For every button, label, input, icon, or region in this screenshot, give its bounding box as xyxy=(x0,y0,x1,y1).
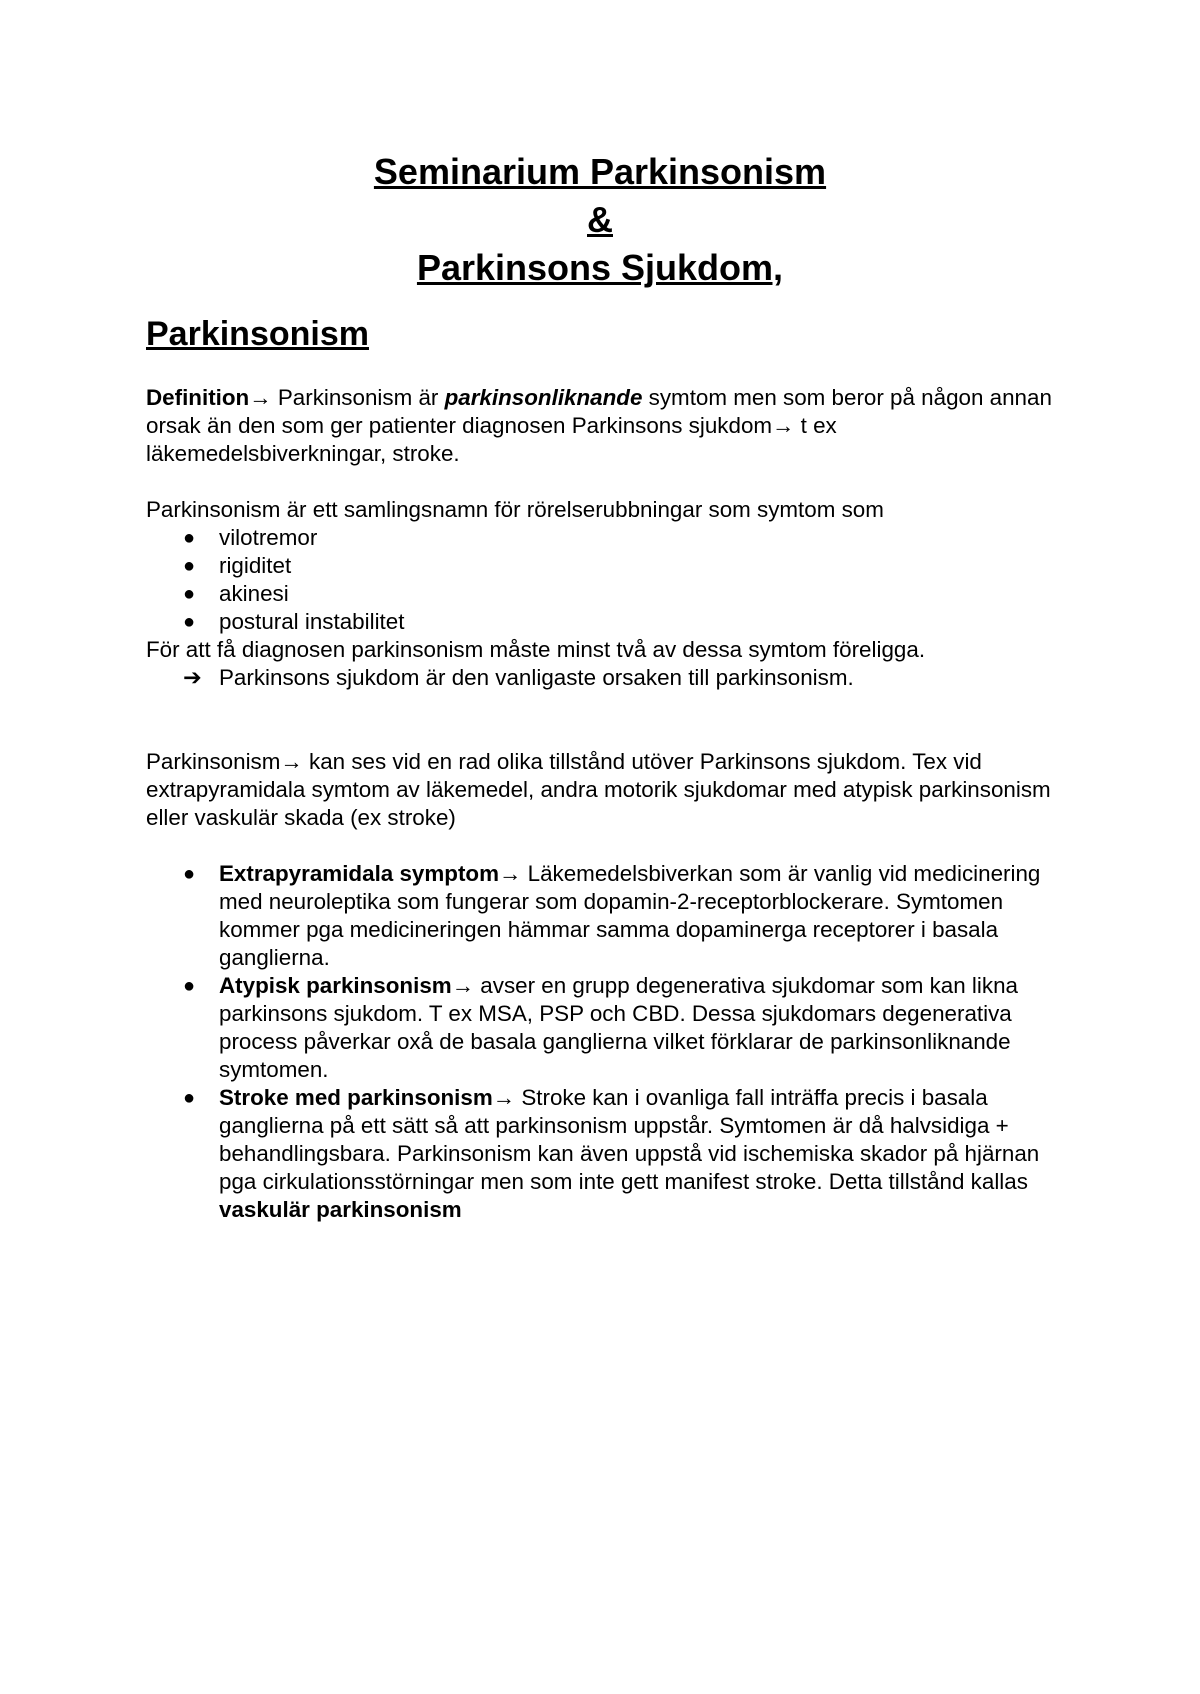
bullet-icon: ● xyxy=(183,1087,196,1109)
symptom-text: akinesi xyxy=(219,581,289,606)
bullet-icon: ● xyxy=(183,975,196,997)
arrow-note-text: Parkinsons sjukdom är den vanligaste orsaken till parkinsonism. xyxy=(219,665,854,690)
list-item xyxy=(146,972,1076,1084)
definition-paragraph xyxy=(146,384,1076,468)
symptom-text: rigiditet xyxy=(219,553,292,578)
list-item xyxy=(146,860,1076,972)
cause-text: Läkemedelsbiverkan som är vanlig vid medicinering med neuroleptika som fungerar som dopamin-2-receptorblockerare. Symtomen kommer pga medicineringen hämmar samma dopaminerga receptorer i basala ganglierna. xyxy=(219,861,1041,970)
cause-text: avser en grupp degenerativa sjukdomar som kan likna parkinsons sjukdom. T ex MSA, PSP och CBD. Dessa sjukdomars degenerativa process påverkar oxå de basala ganglierna vilket förklarar de parkinsonliknande symtomen. xyxy=(219,973,1018,1082)
bullet-icon: ● xyxy=(183,863,196,885)
list-item xyxy=(146,524,404,552)
diagnosis-paragraph: För att få diagnosen parkinsonism måste minst två av dessa symtom föreligga. xyxy=(146,637,926,662)
list-item xyxy=(146,608,404,636)
cause-term: Atypisk parkinsonism xyxy=(219,973,452,998)
definition-text-after: symtom men som beror på någon annan orsak än den som ger patienter diagnosen Parkinsons sjukdom→ t ex läkemedelsbiverkningar, stroke. xyxy=(146,385,1052,466)
bullet-icon: ● xyxy=(183,583,196,605)
symptom-text: vilotremor xyxy=(219,525,318,550)
title-line-1: Seminarium Parkinsonism xyxy=(373,151,827,192)
cause-final-bold: vaskulär parkinsonism xyxy=(219,1197,462,1222)
bullet-icon: ● xyxy=(183,527,196,549)
section-heading: Parkinsonism xyxy=(146,315,369,353)
bullet-icon: ● xyxy=(183,611,196,633)
title-line-3: Parkinsons Sjukdom, xyxy=(416,247,784,288)
title-line-2: & xyxy=(587,199,613,240)
definition-text-before: Parkinsonism är xyxy=(271,385,445,410)
cause-term: Extrapyramidala symptom xyxy=(219,861,499,886)
causes-intro-paragraph: Parkinsonism→ kan ses vid en rad olika tillstånd utöver Parkinsons sjukdom. Tex vid extrapyramidala symtom av läkemedel, andra motorik sjukdomar med atypisk parkinsonism eller vaskulär skada (ex stroke) xyxy=(146,749,1051,830)
arrow-right-icon: ➔ xyxy=(183,665,202,690)
list-item xyxy=(146,1084,1076,1224)
cause-text: Stroke kan i ovanliga fall inträffa precis i basala ganglierna på ett sätt så att parkinsonism uppstår. Symtomen är då halvsidiga + behandlingsbara. Parkinsonism kan även uppstå vid ischemiska skador på hjärnan pga cirkulationsstörningar men som inte gett manifest stroke. Detta tillstånd kallas xyxy=(219,1085,1040,1194)
arrow-glyph: → xyxy=(492,1085,516,1110)
cause-term: Stroke med parkinsonism xyxy=(219,1085,493,1110)
symptom-list xyxy=(146,524,404,636)
causes-list xyxy=(146,860,1076,1224)
arrow-glyph: → xyxy=(249,385,272,410)
intro-paragraph: Parkinsonism är ett samlingsnamn för rörelserubbningar som symtom som xyxy=(146,497,884,522)
arrow-glyph: → xyxy=(451,973,475,998)
bullet-icon: ● xyxy=(183,555,196,577)
definition-label: Definition xyxy=(146,385,250,410)
definition-emphasis: parkinsonliknande xyxy=(444,385,643,410)
arrow-glyph: → xyxy=(499,861,522,886)
list-item xyxy=(146,580,404,608)
list-item xyxy=(146,552,404,580)
symptom-text: postural instabilitet xyxy=(219,609,405,634)
